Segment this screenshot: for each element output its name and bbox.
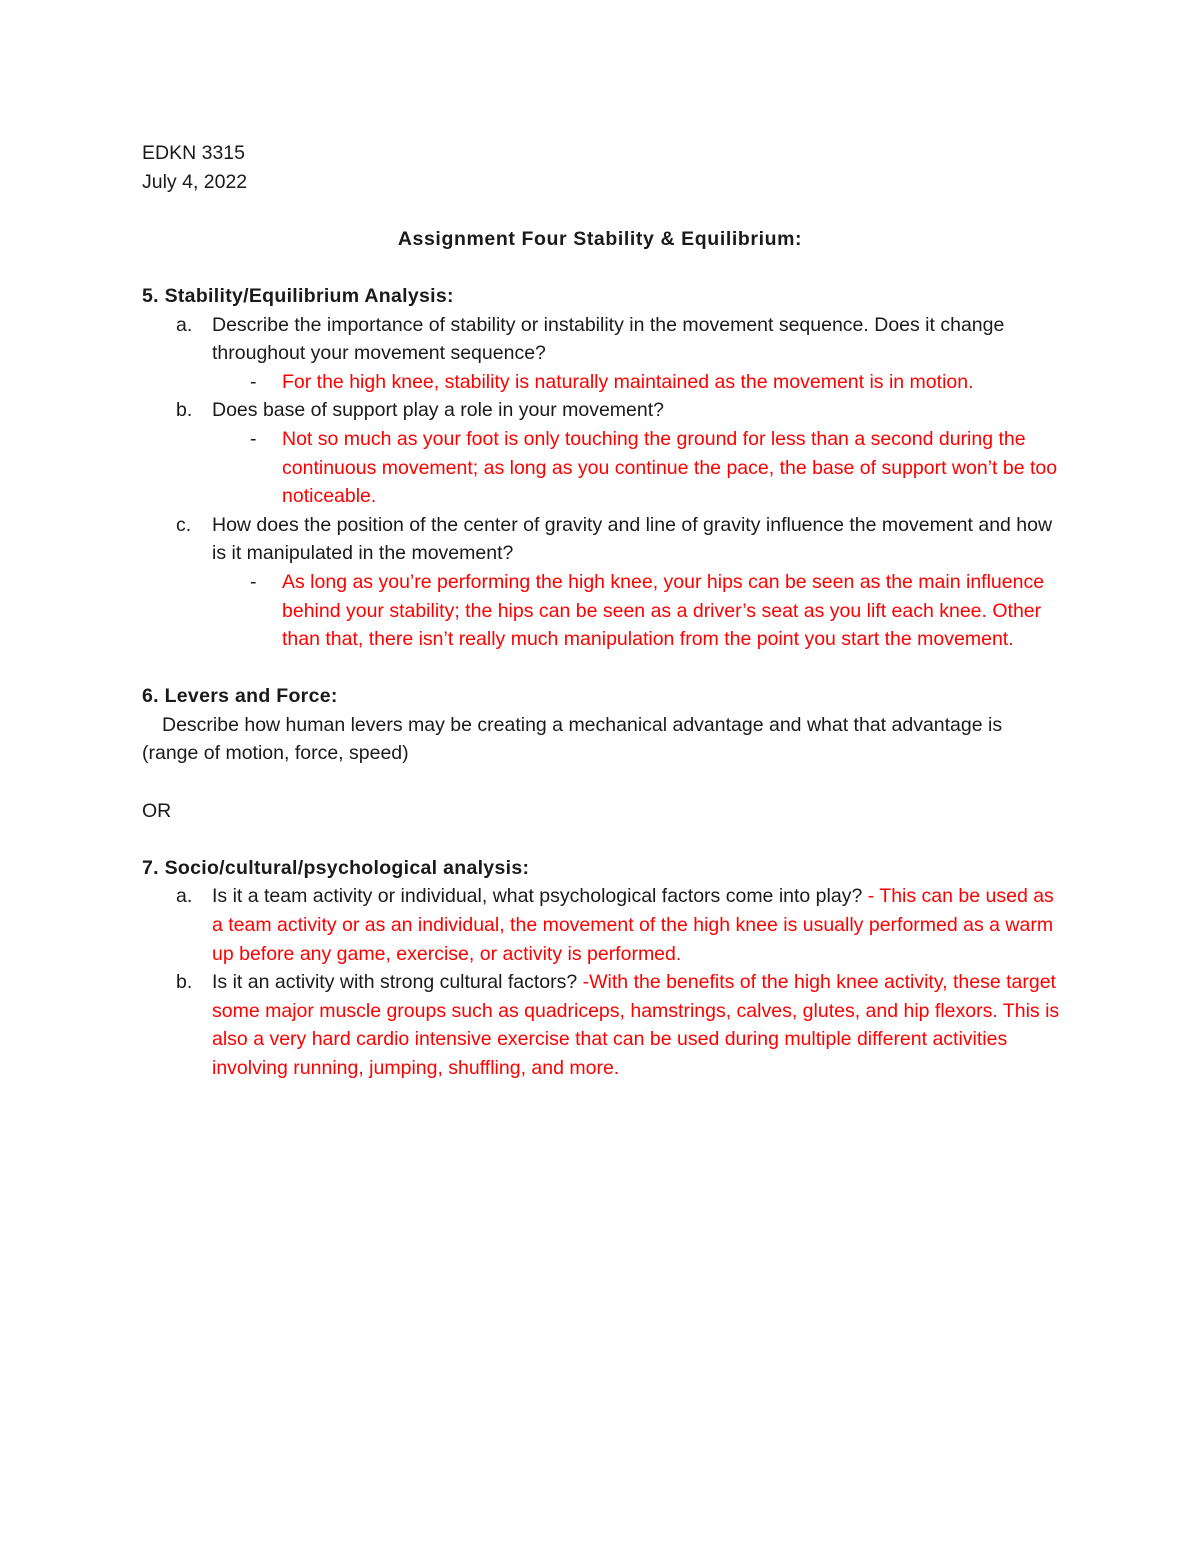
section-6 xyxy=(142,682,1062,768)
answer-item xyxy=(212,568,1062,654)
item-letter: a. xyxy=(176,885,193,908)
answer-list xyxy=(212,568,1062,654)
document-title: Assignment Four Stability & Equilibrium: xyxy=(397,227,803,250)
section-7-heading: 7. Socio/cultural/psychological analysis: xyxy=(142,856,530,879)
section-5 xyxy=(142,282,1062,654)
answer-text: -With the benefits of the high knee activity, these target some major muscle groups such as quadriceps, hamstrings, calves, glutes, and hip flexors. This is also a very hard cardio intensive exercise that can be used during multiple different activities involving running, jumping, shuffling, and more. xyxy=(212,971,1060,1079)
dash-bullet: - xyxy=(250,370,257,393)
answer-text: As long as you’re performing the high knee, your hips can be seen as the main influence behind your stability; the hips can be seen as a driver’s seat as you lift each knee. Other than that, there isn’t really much manipulation from the point you start the movement. xyxy=(282,570,1045,651)
question-text: Is it an activity with strong cultural factors? xyxy=(212,971,578,994)
item-letter: c. xyxy=(176,513,192,536)
section-7-list xyxy=(142,882,1062,1082)
item-letter: a. xyxy=(176,313,193,336)
section-5-item-a xyxy=(142,311,1062,397)
spacer xyxy=(142,253,1062,282)
answer-text: Not so much as your foot is only touching the ground for less than a second during the continuous movement; as long as you continue the pace, the base of support won’t be too noticeable. xyxy=(282,427,1058,508)
section-5-heading: 5. Stability/Equilibrium Analysis: xyxy=(142,284,454,307)
spacer xyxy=(142,196,1062,225)
answer-list xyxy=(212,368,1062,397)
item-letter: b. xyxy=(176,399,193,422)
dash-bullet: - xyxy=(250,427,257,450)
answer-item xyxy=(212,425,1062,511)
course-code: EDKN 3315 xyxy=(142,142,245,164)
section-7 xyxy=(142,854,1062,1083)
answer-item xyxy=(212,368,1062,397)
question-text: Does base of support play a role in your movement? xyxy=(212,399,664,422)
question-text: Is it a team activity or individual, what psychological factors come into play? xyxy=(212,885,863,908)
answer-text: For the high knee, stability is naturally maintained as the movement is in motion. xyxy=(282,370,974,393)
spacer xyxy=(142,654,1062,683)
answer-text: - This can be used as a team activity or as an individual, the movement of the high knee is usually performed as a warm up before any game, exercise, or activity is performed. xyxy=(212,885,1054,965)
item-letter: b. xyxy=(176,971,193,994)
section-5-item-b xyxy=(142,396,1062,510)
document-date: July 4, 2022 xyxy=(142,170,248,193)
question-text: Describe the importance of stability or instability in the movement sequence. Does it change throughout your movement sequence? xyxy=(212,313,1005,365)
section-7-item-b xyxy=(142,968,1062,1082)
section-6-text: Describe how human levers may be creating a mechanical advantage and what that advantage is (range of motion, force, speed) xyxy=(142,713,1003,765)
section-5-item-c xyxy=(142,511,1062,654)
spacer xyxy=(142,768,1062,797)
section-6-heading: 6. Levers and Force: xyxy=(142,685,338,708)
question-text: How does the position of the center of gravity and line of gravity influence the movement and how is it manipulated in the movement? xyxy=(212,513,1053,565)
document-page xyxy=(142,139,1062,1083)
spacer xyxy=(142,825,1062,854)
dash-bullet: - xyxy=(250,570,257,593)
or-separator: OR xyxy=(142,799,172,822)
section-7-item-a xyxy=(142,882,1062,968)
answer-list xyxy=(212,425,1062,511)
section-5-list xyxy=(142,311,1062,654)
